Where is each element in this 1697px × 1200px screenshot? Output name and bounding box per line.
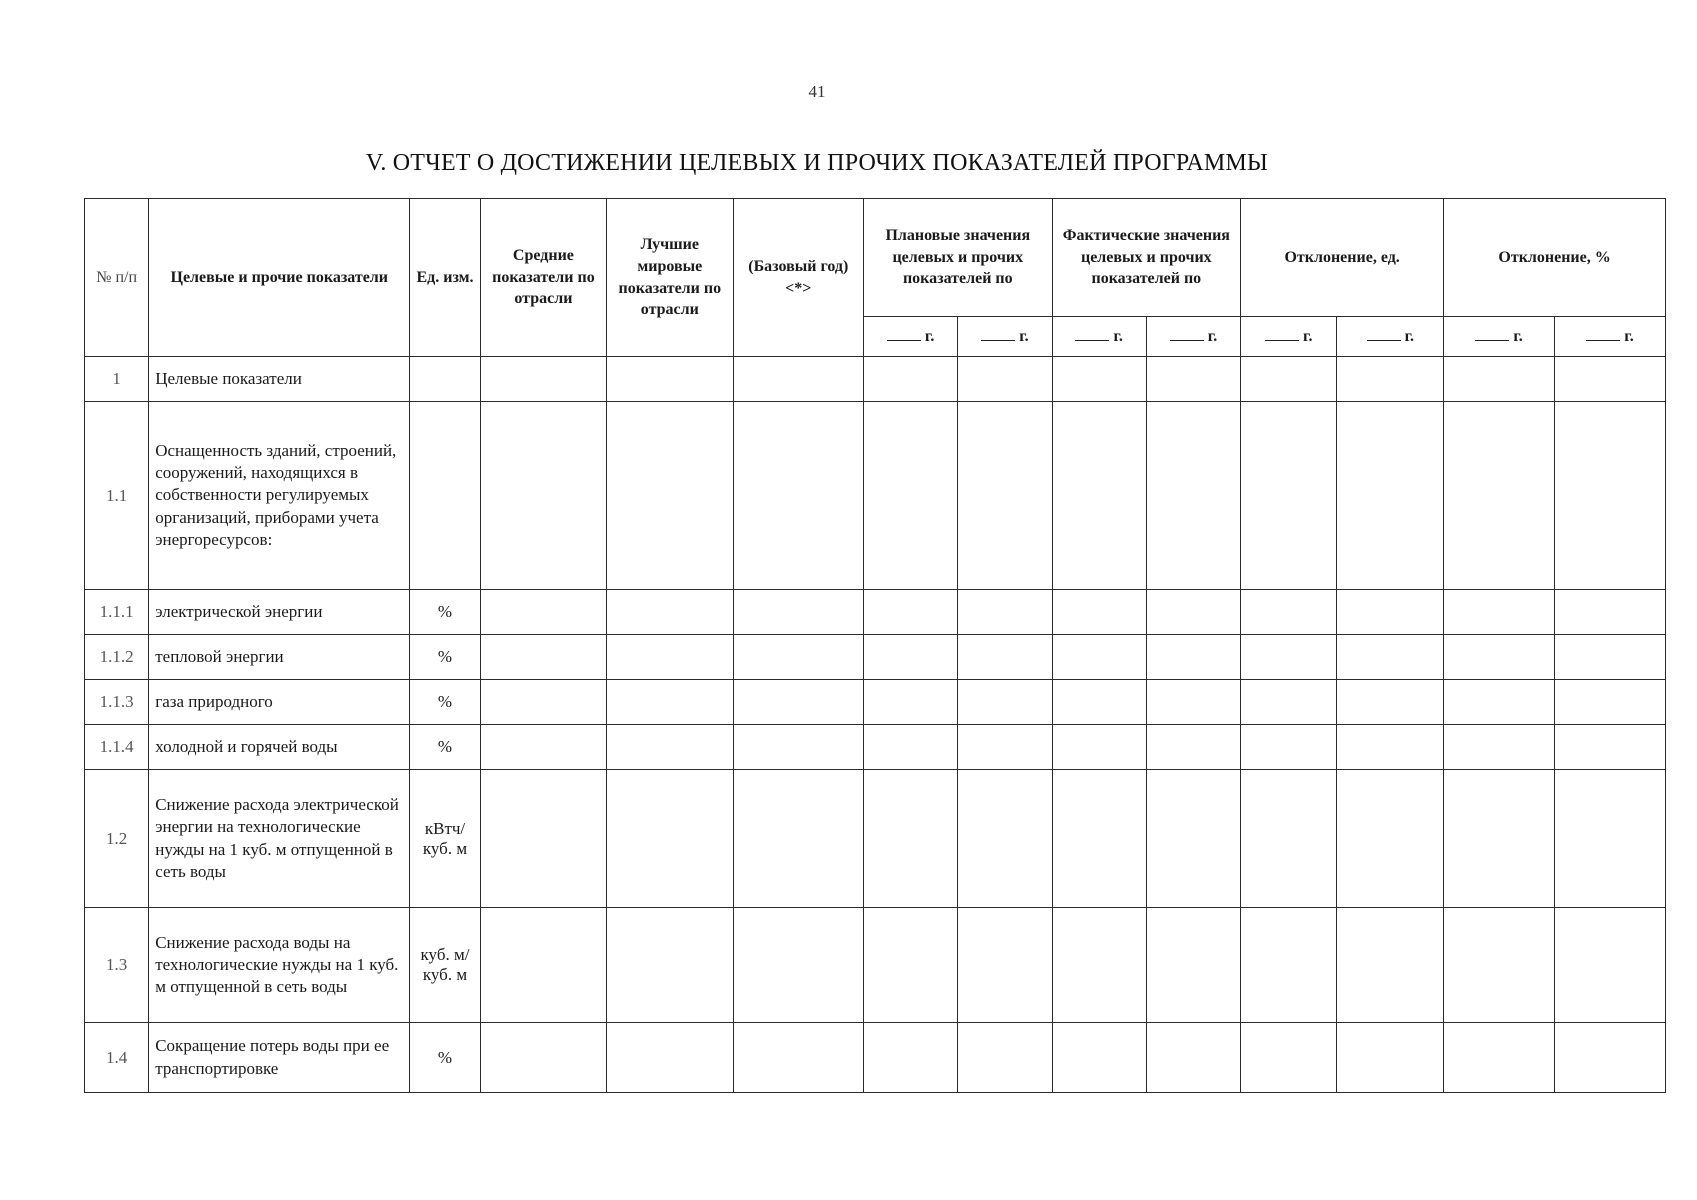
empty-cell [864, 770, 958, 908]
row-number: 1.3 [85, 908, 149, 1023]
empty-cell [480, 402, 606, 590]
empty-cell [1052, 402, 1146, 590]
empty-cell [864, 908, 958, 1023]
empty-cell [958, 770, 1052, 908]
empty-cell [864, 635, 958, 680]
empty-cell [733, 357, 864, 402]
year-cell: г. [1146, 317, 1240, 357]
row-indicator: тепловой энергии [149, 635, 410, 680]
table-row [85, 680, 1666, 725]
empty-cell [1444, 402, 1555, 590]
empty-cell [1146, 908, 1240, 1023]
header-planned: Плановые значения целевых и прочих показателей по [864, 199, 1053, 317]
year-blank [1265, 340, 1299, 341]
empty-cell [607, 770, 733, 908]
year-blank [1475, 340, 1509, 341]
empty-cell [1052, 680, 1146, 725]
empty-cell [1555, 680, 1666, 725]
empty-cell [864, 680, 958, 725]
header-base-year: (Базовый год) <*> [733, 199, 864, 357]
empty-cell [958, 590, 1052, 635]
empty-cell [1146, 635, 1240, 680]
empty-cell [1555, 402, 1666, 590]
empty-cell [958, 908, 1052, 1023]
empty-cell [1146, 770, 1240, 908]
empty-cell [1241, 770, 1337, 908]
row-indicator: холодной и горячей воды [149, 725, 410, 770]
empty-cell [1337, 725, 1444, 770]
empty-cell [607, 908, 733, 1023]
empty-cell [733, 1023, 864, 1093]
row-unit [410, 402, 480, 590]
row-number: 1.1.2 [85, 635, 149, 680]
empty-cell [864, 725, 958, 770]
empty-cell [607, 402, 733, 590]
empty-cell [1052, 635, 1146, 680]
row-unit: % [410, 1023, 480, 1093]
empty-cell [1337, 635, 1444, 680]
row-unit: кВтч/ куб. м [410, 770, 480, 908]
empty-cell [733, 908, 864, 1023]
header-num: № п/п [85, 199, 149, 357]
row-number: 1 [85, 357, 149, 402]
empty-cell [607, 1023, 733, 1093]
header-indicators: Целевые и прочие показатели [149, 199, 410, 357]
empty-cell [1146, 1023, 1240, 1093]
empty-cell [1146, 680, 1240, 725]
empty-cell [1337, 680, 1444, 725]
empty-cell [480, 1023, 606, 1093]
header-row-1 [85, 199, 1666, 317]
row-indicator: Оснащенность зданий, строений, сооружений, находящихся в собственности регулируемых организаций, приборами учета энергоресурсов: [149, 402, 410, 590]
empty-cell [1241, 725, 1337, 770]
empty-cell [958, 725, 1052, 770]
empty-cell [1241, 1023, 1337, 1093]
row-unit: % [410, 635, 480, 680]
row-indicator: Сокращение потерь воды при ее транспортировке [149, 1023, 410, 1093]
row-number: 1.1.1 [85, 590, 149, 635]
year-cell: г. [1241, 317, 1337, 357]
empty-cell [1052, 725, 1146, 770]
year-cell: г. [1337, 317, 1444, 357]
empty-cell [1337, 402, 1444, 590]
empty-cell [1052, 357, 1146, 402]
empty-cell [1555, 770, 1666, 908]
empty-cell [1444, 680, 1555, 725]
empty-cell [480, 357, 606, 402]
empty-cell [1444, 635, 1555, 680]
empty-cell [1555, 1023, 1666, 1093]
header-avg: Средние показатели по отрасли [480, 199, 606, 357]
empty-cell [1555, 725, 1666, 770]
empty-cell [958, 357, 1052, 402]
table-row [85, 402, 1666, 590]
empty-cell [1444, 357, 1555, 402]
empty-cell [1241, 357, 1337, 402]
row-indicator: Снижение расхода воды на технологические нужды на 1 куб. м отпущенной в сеть воды [149, 908, 410, 1023]
row-number: 1.4 [85, 1023, 149, 1093]
empty-cell [1337, 357, 1444, 402]
table-row [85, 590, 1666, 635]
row-unit: куб. м/ куб. м [410, 908, 480, 1023]
year-cell: г. [864, 317, 958, 357]
empty-cell [1444, 770, 1555, 908]
row-indicator: Целевые показатели [149, 357, 410, 402]
row-indicator: газа природного [149, 680, 410, 725]
empty-cell [1444, 590, 1555, 635]
row-number: 1.1.3 [85, 680, 149, 725]
table-row [85, 635, 1666, 680]
empty-cell [1146, 402, 1240, 590]
year-cell: г. [958, 317, 1052, 357]
header-actual: Фактические значения целевых и прочих показателей по [1052, 199, 1241, 317]
empty-cell [733, 680, 864, 725]
empty-cell [607, 725, 733, 770]
empty-cell [958, 635, 1052, 680]
empty-cell [864, 357, 958, 402]
empty-cell [1555, 357, 1666, 402]
header-deviation-percent: Отклонение, % [1444, 199, 1666, 317]
report-table [84, 198, 1666, 1093]
header-unit: Ед. изм. [410, 199, 480, 357]
empty-cell [480, 908, 606, 1023]
empty-cell [1444, 725, 1555, 770]
year-blank [1367, 340, 1401, 341]
row-unit: % [410, 725, 480, 770]
header-deviation-units: Отклонение, ед. [1241, 199, 1444, 317]
empty-cell [1052, 590, 1146, 635]
row-unit: % [410, 680, 480, 725]
empty-cell [1337, 908, 1444, 1023]
empty-cell [480, 680, 606, 725]
year-blank [1075, 340, 1109, 341]
table-row [85, 1023, 1666, 1093]
empty-cell [1444, 1023, 1555, 1093]
empty-cell [1052, 770, 1146, 908]
empty-cell [480, 770, 606, 908]
page-title: V. ОТЧЕТ О ДОСТИЖЕНИИ ЦЕЛЕВЫХ И ПРОЧИХ ПОКАЗАТЕЛЕЙ ПРОГРАММЫ [365, 150, 1269, 176]
row-indicator: электрической энергии [149, 590, 410, 635]
empty-cell [1241, 908, 1337, 1023]
year-cell: г. [1444, 317, 1555, 357]
table-row [85, 725, 1666, 770]
row-unit: % [410, 590, 480, 635]
row-number: 1.2 [85, 770, 149, 908]
row-number: 1.1.4 [85, 725, 149, 770]
empty-cell [1052, 908, 1146, 1023]
empty-cell [1555, 908, 1666, 1023]
table-row [85, 357, 1666, 402]
empty-cell [733, 402, 864, 590]
empty-cell [1146, 725, 1240, 770]
year-cell: г. [1052, 317, 1146, 357]
empty-cell [607, 680, 733, 725]
row-indicator: Снижение расхода электрической энергии на технологические нужды на 1 куб. м отпущенной в сеть воды [149, 770, 410, 908]
empty-cell [958, 1023, 1052, 1093]
empty-cell [480, 635, 606, 680]
empty-cell [733, 770, 864, 908]
page-number: 41 [808, 82, 826, 101]
empty-cell [864, 402, 958, 590]
year-blank [1586, 340, 1620, 341]
empty-cell [607, 590, 733, 635]
empty-cell [864, 590, 958, 635]
empty-cell [1241, 402, 1337, 590]
empty-cell [607, 357, 733, 402]
empty-cell [733, 590, 864, 635]
empty-cell [1146, 357, 1240, 402]
row-number: 1.1 [85, 402, 149, 590]
empty-cell [958, 402, 1052, 590]
row-unit [410, 357, 480, 402]
table-row [85, 770, 1666, 908]
empty-cell [480, 725, 606, 770]
empty-cell [958, 680, 1052, 725]
empty-cell [1052, 1023, 1146, 1093]
empty-cell [1241, 635, 1337, 680]
year-blank [981, 340, 1015, 341]
empty-cell [1146, 590, 1240, 635]
empty-cell [1337, 770, 1444, 908]
year-blank [1170, 340, 1204, 341]
empty-cell [1337, 590, 1444, 635]
table-row [85, 908, 1666, 1023]
empty-cell [1555, 635, 1666, 680]
year-blank [887, 340, 921, 341]
empty-cell [733, 635, 864, 680]
empty-cell [607, 635, 733, 680]
empty-cell [1337, 1023, 1444, 1093]
empty-cell [1444, 908, 1555, 1023]
header-best: Лучшие мировые показатели по отрасли [607, 199, 733, 357]
empty-cell [1241, 590, 1337, 635]
year-cell: г. [1555, 317, 1666, 357]
empty-cell [733, 725, 864, 770]
empty-cell [864, 1023, 958, 1093]
empty-cell [1241, 680, 1337, 725]
empty-cell [1555, 590, 1666, 635]
empty-cell [480, 590, 606, 635]
